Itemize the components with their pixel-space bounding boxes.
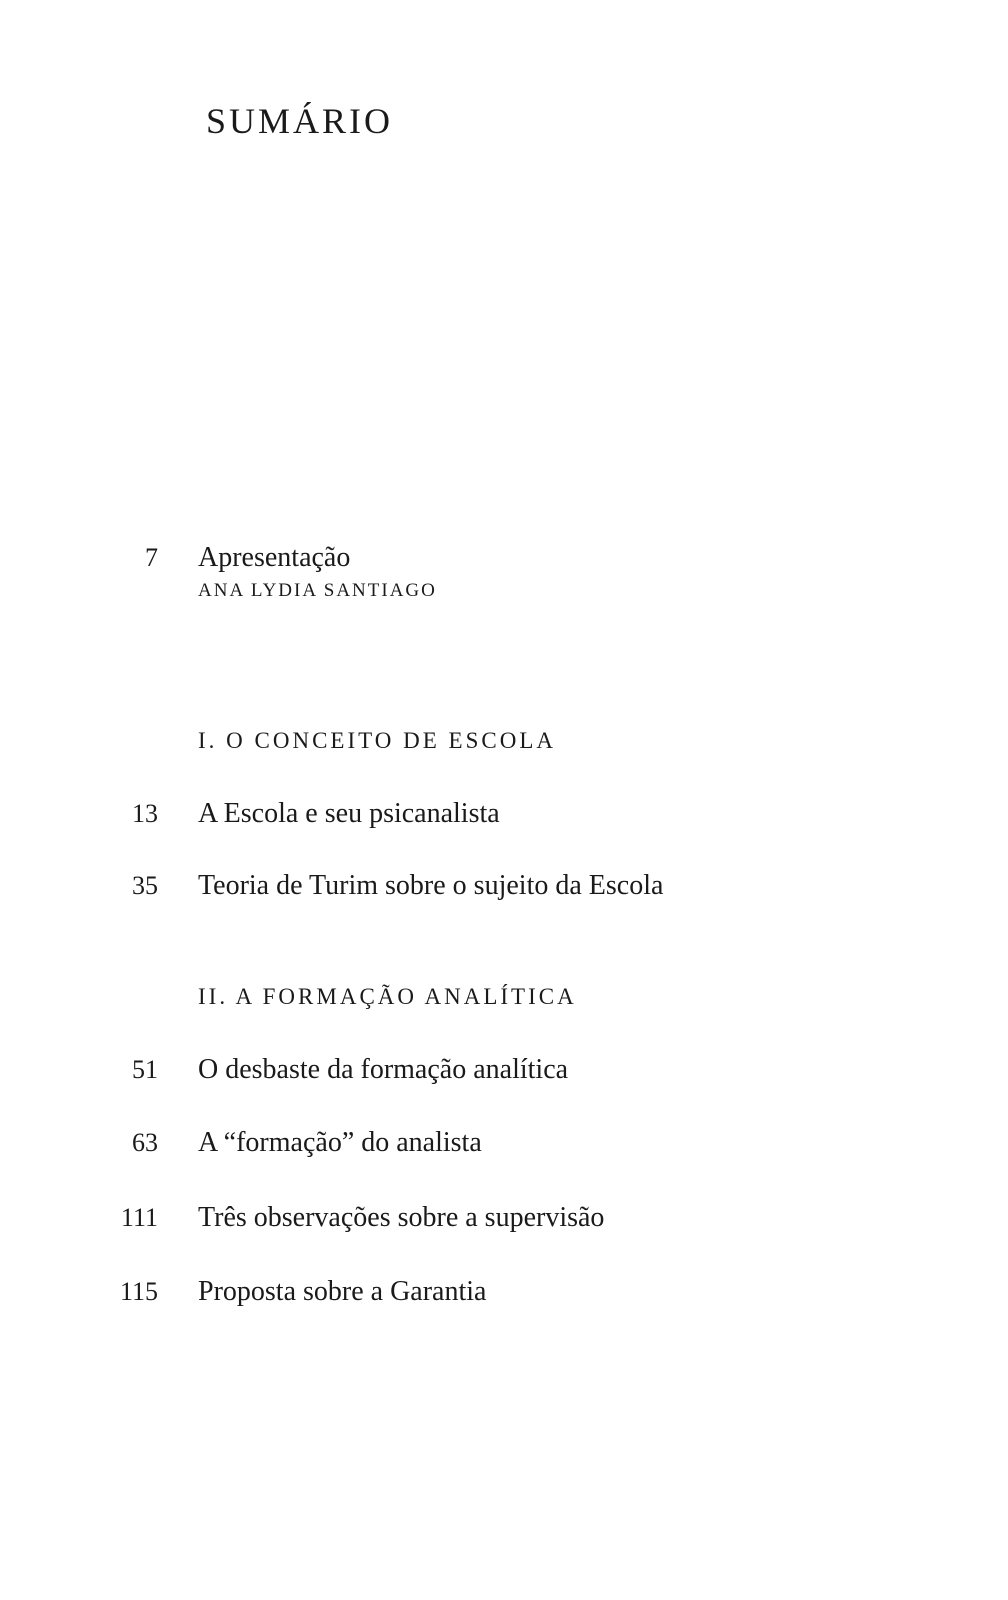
toc-page-number: 115 xyxy=(119,1277,158,1306)
toc-section-heading: II. A FORMAÇÃO ANALÍTICA xyxy=(198,984,577,1009)
toc-entry xyxy=(0,1126,1008,1160)
toc-entry xyxy=(0,797,1008,831)
toc-entry-title: A Escola e seu psicanalista xyxy=(198,798,500,829)
toc-page-number: 63 xyxy=(132,1128,158,1157)
toc-entry xyxy=(0,1275,1008,1309)
toc-page-number: 7 xyxy=(145,543,158,572)
toc-entry-title: Teoria de Turim sobre o sujeito da Escola xyxy=(198,870,664,901)
toc-page-number: 13 xyxy=(132,799,158,828)
toc-entry-author: ANA LYDIA SANTIAGO xyxy=(198,580,437,601)
toc-entry-title: A “formação” do analista xyxy=(198,1127,482,1158)
toc-section-heading: I. O CONCEITO DE ESCOLA xyxy=(198,728,556,753)
toc-entry xyxy=(0,869,1008,903)
toc-entry-title: Três observações sobre a supervisão xyxy=(198,1202,605,1233)
toc-entry-title: Apresentação xyxy=(198,542,351,573)
toc-entry xyxy=(0,1201,1008,1235)
toc-page-number: 111 xyxy=(120,1203,158,1232)
toc-page-number: 35 xyxy=(132,871,158,900)
toc-entry-intro xyxy=(0,541,1008,601)
page-title: SUMÁRIO xyxy=(206,101,394,141)
toc-entry xyxy=(0,1053,1008,1087)
toc-entry-title: O desbaste da formação analítica xyxy=(198,1054,569,1085)
toc-page-number: 51 xyxy=(132,1055,158,1084)
toc-entry-title: Proposta sobre a Garantia xyxy=(198,1276,487,1307)
